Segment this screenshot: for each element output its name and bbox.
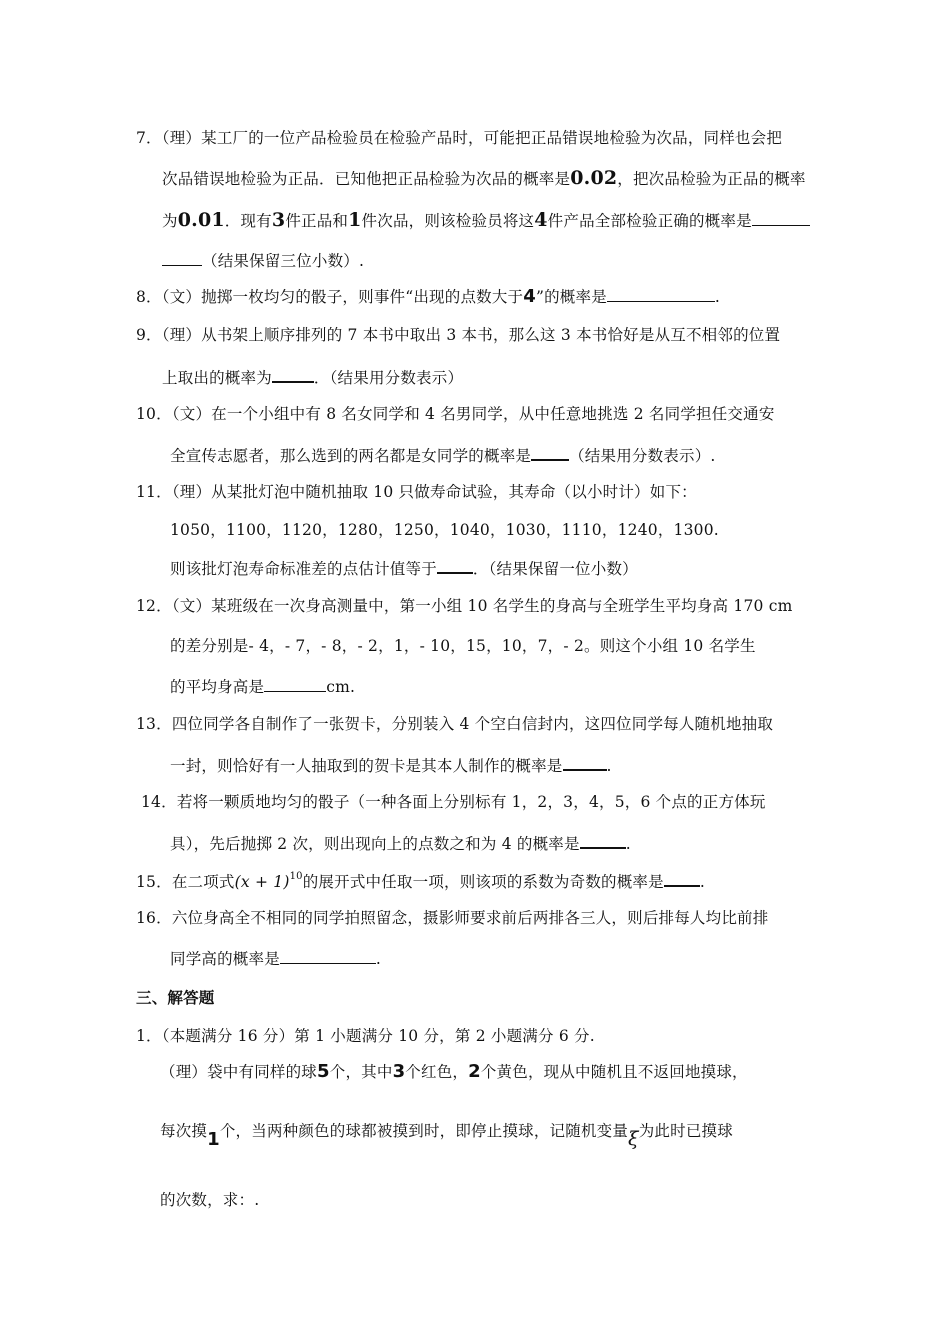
answer-blank	[664, 870, 700, 887]
question-15: 15．在二项式$(x + 1)^{10}$的展开式中任取一项，则该项的系数为奇数的概率是 .	[136, 871, 705, 891]
question-7-line-2: 次品错误地检验为正品．已知他把正品检验为次品的概率是0.02，把次品检验为正品的概率	[162, 167, 806, 189]
question-11-data: 1050，1100，1120，1280，1250，1040，1030，1110，1240，1300.	[170, 521, 719, 539]
answer-blank	[272, 366, 314, 383]
answer-blank	[162, 250, 202, 266]
question-10-line-2: 全宣传志愿者，那么选到的两名都是女同学的概率是 （结果用分数表示）.	[170, 444, 716, 466]
question-7-line-4: （结果保留三位小数）.	[162, 250, 364, 271]
answer-blank	[580, 832, 626, 849]
solution-1-line-2: （理）袋中有同样的球5个，其中3个红色，2个黄色，现从中随机且不返回地摸球，	[160, 1061, 748, 1082]
question-12-line-3: 的平均身高是 cm.	[170, 678, 356, 696]
answer-blank	[264, 676, 326, 692]
solution-1-line-3: 每次摸1个，当两种颜色的球都被摸到时，即停止摸球，记随机变量ξ为此时已摸球	[160, 1122, 733, 1150]
question-11-line-3: 则该批灯泡寿命标准差的点估计值等于 ．（结果保留一位小数）	[170, 557, 638, 579]
answer-blank	[563, 754, 607, 771]
question-9-line-2: 上取出的概率为 ．（结果用分数表示）	[162, 366, 463, 388]
answer-blank	[280, 948, 376, 964]
question-9-line-1: 9．（理）从书架上顺序排列的 7 本书中取出 3 本书，那么这 3 本书恰好是从互不相邻的位置	[136, 326, 781, 344]
question-7-line-3: 为0.01．现有3件正品和1件次品，则该检验员将这4件产品全部检验正确的概率是	[162, 210, 810, 231]
answer-blank	[437, 557, 473, 574]
question-13-line-1: 13．四位同学各自制作了一张贺卡，分别装入 4 个空白信封内，这四位同学每人随机地抽取	[136, 715, 774, 733]
question-14-line-2: 具），先后抛掷 2 次，则出现向上的点数之和为 4 的概率是 .	[170, 832, 631, 854]
question-16-line-1: 16．六位身高全不相同的同学拍照留念，摄影师要求前后两排各三人，则后排每人均比前排	[136, 909, 769, 927]
answer-blank	[752, 210, 810, 226]
section-heading: 三、解答题	[136, 988, 215, 1007]
question-13-line-2: 一封，则恰好有一人抽取到的贺卡是其本人制作的概率是 .	[170, 754, 612, 776]
random-variable-xi: ξ	[628, 1128, 639, 1150]
solution-1-line-4: 的次数，求：.	[160, 1191, 260, 1209]
question-12-line-2: 的差分别是- 4，- 7，- 8，- 2，1，- 10，15，10，7，- 2。则这个小组 10 名学生	[170, 637, 756, 655]
question-7-line-1: 7．（理）某工厂的一位产品检验员在检验产品时，可能把正品错误地检验为次品，同样也会把	[136, 129, 783, 147]
question-12-line-1: 12．（文）某班级在一次身高测量中，第一小组 10 名学生的身高与全班学生平均身高 170 cm	[136, 597, 793, 615]
binomial-expression: (x + 1)	[234, 873, 290, 891]
question-14-line-1: 14．若将一颗质地均匀的骰子（一种各面上分别标有 1，2，3，4，5，6 个点的正方体玩	[141, 793, 766, 811]
question-10-line-1: 10．（文）在一个小组中有 8 名女同学和 4 名男同学，从中任意地挑选 2 名同学担任交通安	[136, 405, 775, 423]
question-16-line-2: 同学高的概率是 .	[170, 950, 382, 968]
question-11-line-1: 11．（理）从某批灯泡中随机抽取 10 只做寿命试验，其寿命（以小时计）如下：	[136, 483, 697, 501]
question-8: 8．（文）抛掷一枚均匀的骰子，则事件“出现的点数大于4”的概率是 .	[136, 286, 721, 307]
answer-blank	[531, 444, 569, 461]
probability-value: 0.02	[570, 167, 618, 189]
solution-1-line-1: 1．（本题满分 16 分）第 1 小题满分 10 分，第 2 小题满分 6 分.	[136, 1027, 595, 1045]
answer-blank	[607, 286, 715, 302]
